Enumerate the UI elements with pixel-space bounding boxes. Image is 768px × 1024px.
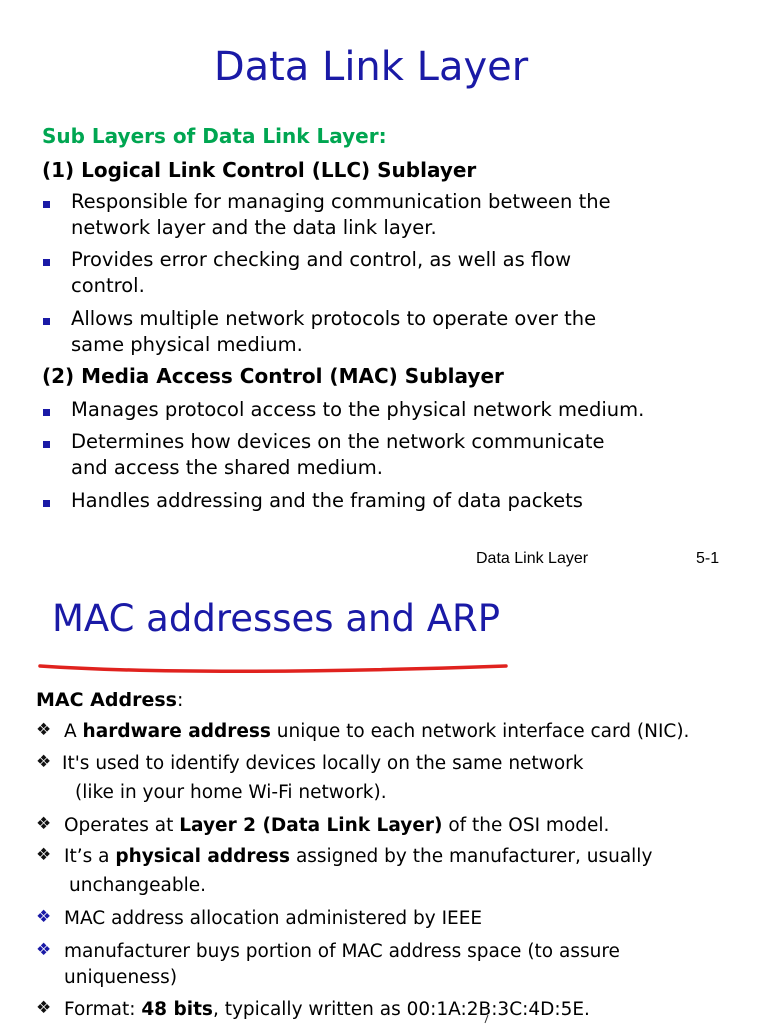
mac-bullet-1: Manages protocol access to the physical network medium. bbox=[71, 398, 645, 421]
llc-bullet-3-line-2: same physical medium. bbox=[71, 333, 303, 356]
mac-bullet-ieee: MAC address allocation administered by IEEE bbox=[64, 908, 483, 929]
diamond-bullet-icon: ❖ bbox=[36, 998, 52, 1018]
footer-title: Data Link Layer bbox=[476, 550, 589, 567]
mac-bullet-local-line-1: It's used to identify devices locally on the same network bbox=[62, 753, 584, 774]
mac-bullet-format: Format: 48 bits, typically written as 00:1A:2B:3C:4D:5E. bbox=[64, 999, 590, 1020]
mac-bullet-physical-address-line-2: unchangeable. bbox=[69, 875, 207, 896]
mac-bullet-layer-2: Operates at Layer 2 (Data Link Layer) of the OSI model. bbox=[64, 815, 610, 836]
diamond-bullet-icon: ❖ bbox=[36, 814, 52, 834]
pen-mark-icon bbox=[482, 1014, 492, 1024]
red-underline-stroke bbox=[38, 652, 510, 676]
llc-heading: (1) Logical Link Control (LLC) Sublayer bbox=[42, 158, 477, 182]
mac-bullet-physical-address-line-1: It’s a physical address assigned by the manufacturer, usually bbox=[64, 846, 653, 867]
diamond-bullet-icon: ❖ bbox=[36, 907, 52, 927]
mac-bullet-3: Handles addressing and the framing of data packets bbox=[71, 489, 583, 512]
diamond-bullet-icon: ❖ bbox=[36, 720, 52, 740]
mac-bullet-local-line-2: (like in your home Wi-Fi network). bbox=[75, 782, 387, 803]
llc-bullet-3-line-1: Allows multiple network protocols to operate over the bbox=[71, 307, 597, 330]
square-bullet-icon bbox=[43, 259, 50, 266]
slide-title: Data Link Layer bbox=[213, 44, 529, 90]
llc-bullet-2-line-1: Provides error checking and control, as well as flow bbox=[71, 248, 572, 271]
llc-bullet-1-line-2: network layer and the data link layer. bbox=[71, 216, 437, 239]
mac-bullet-2-line-1: Determines how devices on the network communicate bbox=[71, 430, 605, 453]
mac-bullet-manufacturer-line-1: manufacturer buys portion of MAC address space (to assure bbox=[64, 941, 620, 962]
mac-bullet-2-line-2: and access the shared medium. bbox=[71, 456, 383, 479]
mac-bullet-hardware-address: A hardware address unique to each network interface card (NIC). bbox=[64, 721, 690, 742]
diamond-bullet-icon: ❖ bbox=[36, 940, 52, 960]
mac-address-label: MAC Address: bbox=[36, 689, 184, 711]
slide-title: MAC addresses and ARP bbox=[52, 597, 501, 640]
mac-heading: (2) Media Access Control (MAC) Sublayer bbox=[42, 364, 504, 388]
llc-bullet-2-line-2: control. bbox=[71, 274, 145, 297]
footer-page-number: 5-1 bbox=[696, 550, 720, 567]
diamond-bullet-icon: ❖ bbox=[36, 752, 52, 772]
square-bullet-icon bbox=[43, 201, 50, 208]
square-bullet-icon bbox=[43, 441, 50, 448]
mac-bullet-manufacturer-line-2: uniqueness) bbox=[64, 967, 178, 988]
llc-bullet-1-line-1: Responsible for managing communication between the bbox=[71, 190, 611, 213]
square-bullet-icon bbox=[43, 500, 50, 507]
sublayers-subtitle: Sub Layers of Data Link Layer: bbox=[42, 124, 387, 148]
diamond-bullet-icon: ❖ bbox=[36, 845, 52, 865]
square-bullet-icon bbox=[43, 318, 50, 325]
square-bullet-icon bbox=[43, 409, 50, 416]
